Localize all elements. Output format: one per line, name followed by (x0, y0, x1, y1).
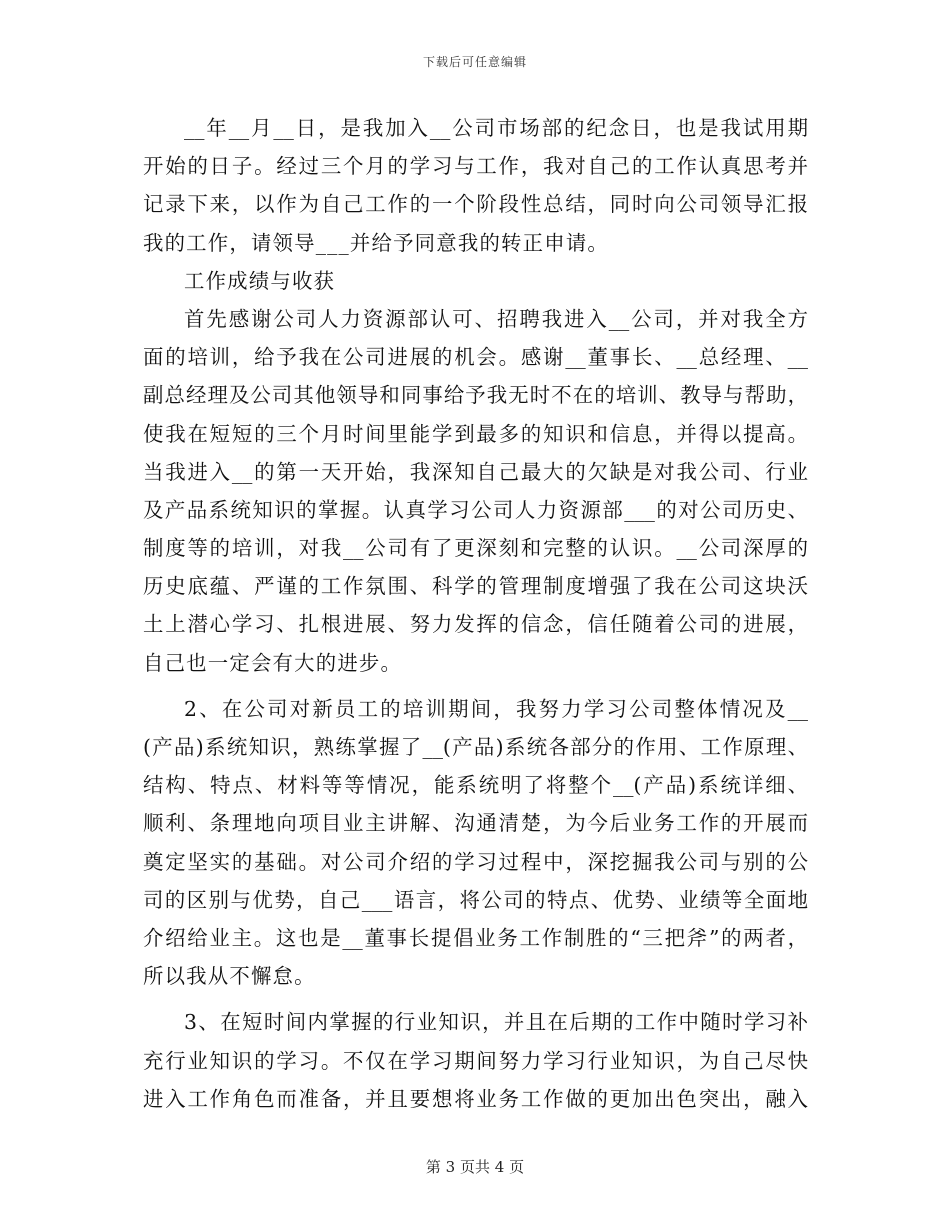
text-line: 顺利、条理地向项目业主讲解、沟通清楚，为今后业务工作的开展而 (143, 811, 808, 836)
text-line: 进入工作角色而准备，并且要想将业务工作做的更加出色突出，融入 (143, 1086, 808, 1111)
text-line: 记录下来，以作为自己工作的一个阶段性总结，同时向公司领导汇报 (143, 192, 808, 217)
text-line: 制度等的培训，对我__公司有了更深刻和完整的认识。__公司深厚的 (143, 536, 808, 561)
text-line: 结构、特点、材料等等情况，能系统明了将整个__(产品)系统详细、 (143, 773, 808, 798)
text-line: 首先感谢公司人力资源部认可、招聘我进入__公司，并对我全方 (184, 306, 808, 331)
text-line: 自己也一定会有大的进步。 (143, 650, 403, 675)
text-line: 开始的日子。经过三个月的学习与工作，我对自己的工作认真思考并 (143, 154, 808, 179)
text-line: 2、在公司对新员工的培训期间，我努力学习公司整体情况及__ (184, 696, 808, 721)
text-line: 历史底蕴、严谨的工作氛围、科学的管理制度增强了我在公司这块沃 (143, 574, 808, 599)
text-line: 奠定坚实的基础。对公司介绍的学习过程中，深挖掘我公司与别的公 (143, 849, 808, 874)
text-line: (产品)系统知识，熟练掌握了__(产品)系统各部分的作用、工作原理、 (143, 735, 808, 759)
text-line: 当我进入__的第一天开始，我深知自己最大的欠缺是对我公司、行业 (143, 459, 808, 484)
text-line: 充行业知识的学习。不仅在学习期间努力学习行业知识，为自己尽快 (143, 1048, 808, 1073)
text-line: 我的工作，请领导___并给予同意我的转正申请。 (143, 230, 609, 255)
text-line: 介绍给业主。这也是__董事长提倡业务工作制胜的“三把斧”的两者， (143, 925, 808, 950)
text-line: 司的区别与优势，自己___语言，将公司的特点、优势、业绩等全面地 (143, 887, 808, 912)
document-body (143, 109, 808, 1118)
text-line: 使我在短短的三个月时间里能学到最多的知识和信息，并得以提高。 (143, 421, 808, 446)
text-line: 副总经理及公司其他领导和同事给予我无时不在的培训、教导与帮助， (143, 383, 808, 408)
page-number-footer: 第 3 页共 4 页 (425, 1158, 525, 1176)
text-line: 及产品系统知识的掌握。认真学习公司人力资源部___的对公司历史、 (143, 497, 808, 522)
section-heading: 工作成绩与收获 (184, 268, 336, 293)
text-line: 土上潜心学习、扎根进展、努力发挥的信念，信任随着公司的进展， (143, 612, 808, 637)
page-header: 下载后可任意编辑 (422, 55, 527, 69)
text-line: 3、在短时间内掌握的行业知识，并且在后期的工作中随时学习补 (184, 1010, 808, 1035)
text-line: 所以我从不懈怠。 (143, 964, 316, 989)
text-line: __年__月__日，是我加入__公司市场部的纪念日，也是我试用期 (184, 116, 808, 140)
text-line: 面的培训，给予我在公司进展的机会。感谢__董事长、__总经理、__ (143, 345, 808, 370)
